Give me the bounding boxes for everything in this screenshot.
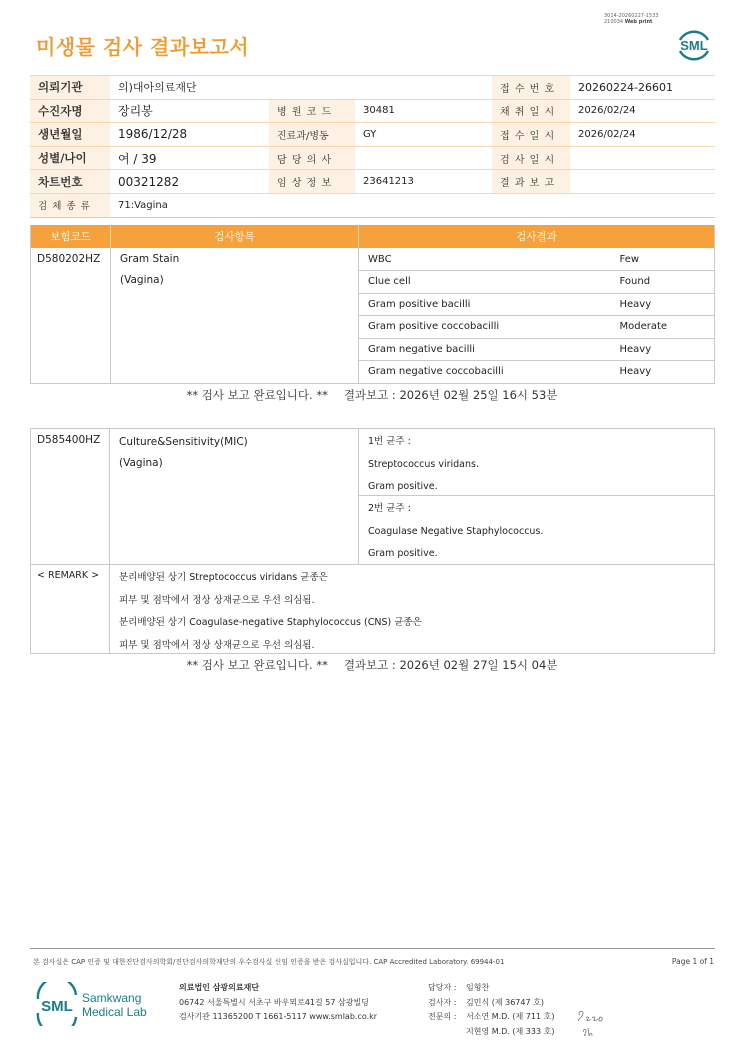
- document-id-line1: 3014-20260227-1533: [604, 13, 659, 19]
- label-requesting-institution: 의뢰기관: [30, 76, 110, 100]
- result-name: Clue cell: [359, 271, 620, 294]
- requesting-institution: 의)대아의료재단: [110, 76, 492, 100]
- staff-row: [428, 1010, 554, 1025]
- label-receipt-date: 접 수 일 시: [492, 123, 570, 147]
- accession-number: 20260224-26601: [570, 76, 715, 100]
- staff-role: [428, 1025, 466, 1040]
- organism-2: [359, 496, 714, 564]
- sml-logo-text: SML: [680, 38, 708, 53]
- patient-name: 장리봉: [110, 99, 269, 123]
- staff-row: [428, 981, 554, 996]
- report-complete-line: [0, 657, 744, 673]
- report-complete-line: [0, 387, 744, 403]
- samkwang-logo-mark: SML: [41, 998, 73, 1015]
- table-row: [31, 248, 715, 271]
- info-row: [30, 99, 715, 123]
- staff-name: 임형찬: [466, 983, 490, 992]
- specimen-type: 71:Vagina: [110, 193, 715, 217]
- test-item: [110, 429, 359, 564]
- label-chart-number: 차트번호: [30, 170, 110, 194]
- department: GY: [355, 123, 492, 147]
- test-specimen: (Vagina): [119, 457, 163, 469]
- header-insurance-code: 보험코드: [31, 225, 111, 248]
- document-id-number: 210034: [604, 19, 624, 25]
- result-value: Heavy: [619, 366, 652, 378]
- hospital-code: 30481: [355, 99, 492, 123]
- result-name: Gram positive bacilli: [359, 293, 620, 316]
- patient-info-table: [30, 75, 715, 218]
- staff-name: 서소연 M.D. (제 711 호): [466, 1012, 555, 1021]
- gram-stain-table: [30, 225, 715, 384]
- result-value: Heavy: [620, 293, 715, 316]
- certification-note: 본 검사실은 CAP 인증 및 대한진단검사의학회/진단검사의학재단의 우수검사실 신임 인증을 받은 검사실입니다. CAP Accredited Laboratory. 69944-01: [33, 958, 505, 966]
- chart-number: 00321282: [110, 170, 269, 194]
- samkwang-logo: [36, 982, 156, 1026]
- label-birth-date: 생년월일: [30, 123, 110, 147]
- attending-doctor: [355, 146, 492, 170]
- info-row: [30, 146, 715, 170]
- info-row: [30, 170, 715, 194]
- organization-address: 06742 서울특별시 서초구 바우뫼로41길 57 삼광빌딩: [179, 997, 369, 1007]
- info-row: [30, 76, 715, 100]
- results-header: [31, 225, 715, 248]
- staff-name: 김민식 (제 36747 호): [466, 997, 544, 1007]
- web-print-label: Web print: [624, 19, 653, 25]
- remark-line: 피부 및 점막에서 정상 상재균으로 우선 의심됨.: [119, 639, 315, 651]
- test-code: D585400HZ: [31, 429, 110, 564]
- info-row: [30, 123, 715, 147]
- remark-text: [110, 565, 714, 657]
- clinical-info: 23641213: [355, 170, 492, 194]
- label-sex-age: 성별/나이: [30, 146, 110, 170]
- result-name: WBC: [359, 248, 620, 271]
- staff-list: [428, 981, 554, 1039]
- samkwang-logo-line2: Medical Lab: [82, 1005, 147, 1019]
- culture-table: [30, 428, 715, 654]
- organization-info: [179, 981, 377, 1025]
- receipt-date: 2026/02/24: [570, 123, 715, 147]
- footer-divider: [30, 948, 715, 949]
- organism-label: 1번 균주 :: [368, 436, 411, 447]
- label-department: 진료과/병동: [269, 123, 355, 147]
- remark-line: 분리배양된 상기 Streptococcus viridans 균종은: [119, 572, 328, 583]
- staff-name: 지현영 M.D. (제 333 호): [466, 1026, 555, 1036]
- result-report: [570, 170, 715, 194]
- result-value: Found: [620, 271, 715, 294]
- report-complete-note: ** 검사 보고 완료입니다. **: [186, 388, 328, 402]
- label-attending-doctor: 담 당 의 사: [269, 146, 355, 170]
- result-value: Heavy: [620, 338, 715, 361]
- test-name: Gram Stain: [120, 253, 180, 265]
- test-code: D580202HZ: [37, 253, 101, 265]
- result-name: Gram negative coccobacilli: [368, 366, 504, 378]
- organism-name: Coagulase Negative Staphylococcus.: [368, 525, 544, 537]
- header-test-result: 검사결과: [359, 225, 715, 248]
- header-test-item: 검사항목: [111, 225, 359, 248]
- report-complete-note: ** 검사 보고 완료입니다. **: [186, 658, 328, 672]
- organism-1: [359, 429, 714, 496]
- label-patient-name: 수진자명: [30, 99, 110, 123]
- staff-row: [428, 1025, 554, 1040]
- staff-role: 전문의 :: [428, 1012, 457, 1021]
- result-name: Gram negative bacilli: [359, 338, 620, 361]
- remark-label: < REMARK >: [31, 565, 110, 654]
- remark-line: 분리배양된 상기 Coagulase-negative Staphylococcus (CNS) 균종은: [119, 617, 422, 628]
- label-accession-number: 접 수 번 호: [492, 76, 570, 100]
- staff-role: 담당자 :: [428, 983, 457, 992]
- label-hospital-code: 병 원 코 드: [269, 99, 355, 123]
- signature: [574, 1006, 614, 1040]
- remark-row: [31, 564, 714, 654]
- report-time: 결과보고 : 2026년 02월 27일 15시 04분: [343, 658, 558, 672]
- organization-contact: 검사기관 11365200 T 1661-5117 www.smlab.co.kr: [179, 1012, 378, 1021]
- organism-gram: Gram positive.: [368, 548, 438, 559]
- test-name: Culture&Sensitivity(MIC): [119, 436, 248, 448]
- info-row: [30, 193, 715, 217]
- organism-name: Streptococcus viridans.: [368, 458, 479, 470]
- result-name: Gram positive coccobacilli: [359, 316, 620, 339]
- label-collection-date: 채 취 일 시: [492, 99, 570, 123]
- label-result-report: 결 과 보 고: [492, 170, 570, 194]
- test-date: [570, 146, 715, 170]
- remark-line: 피부 및 점막에서 정상 상재균으로 우선 의심됨.: [119, 594, 315, 606]
- label-specimen-type: 검 체 종 류: [30, 193, 110, 217]
- sex-age: 여 / 39: [110, 146, 269, 170]
- label-test-date: 검 사 일 시: [492, 146, 570, 170]
- test-specimen: (Vagina): [120, 274, 164, 286]
- staff-row: [428, 996, 554, 1011]
- result-value: Few: [620, 248, 715, 271]
- sml-logo: [674, 24, 714, 64]
- page-title: 미생물 검사 결과보고서: [36, 35, 250, 59]
- label-clinical-info: 임 상 정 보: [269, 170, 355, 194]
- samkwang-logo-line1: Samkwang: [82, 991, 142, 1005]
- organism-gram: Gram positive.: [368, 481, 438, 492]
- collection-date: 2026/02/24: [570, 99, 715, 123]
- birth-date: 1986/12/28: [110, 123, 269, 147]
- result-value: Moderate: [620, 316, 715, 339]
- page-number: Page 1 of 1: [671, 957, 714, 966]
- document-id: [604, 13, 659, 25]
- organization-name: 의료법인 삼광의료재단: [179, 983, 260, 992]
- staff-role: 검사자 :: [428, 997, 457, 1007]
- organism-label: 2번 균주 :: [368, 503, 411, 514]
- report-time: 결과보고 : 2026년 02월 25일 16시 53분: [343, 388, 558, 402]
